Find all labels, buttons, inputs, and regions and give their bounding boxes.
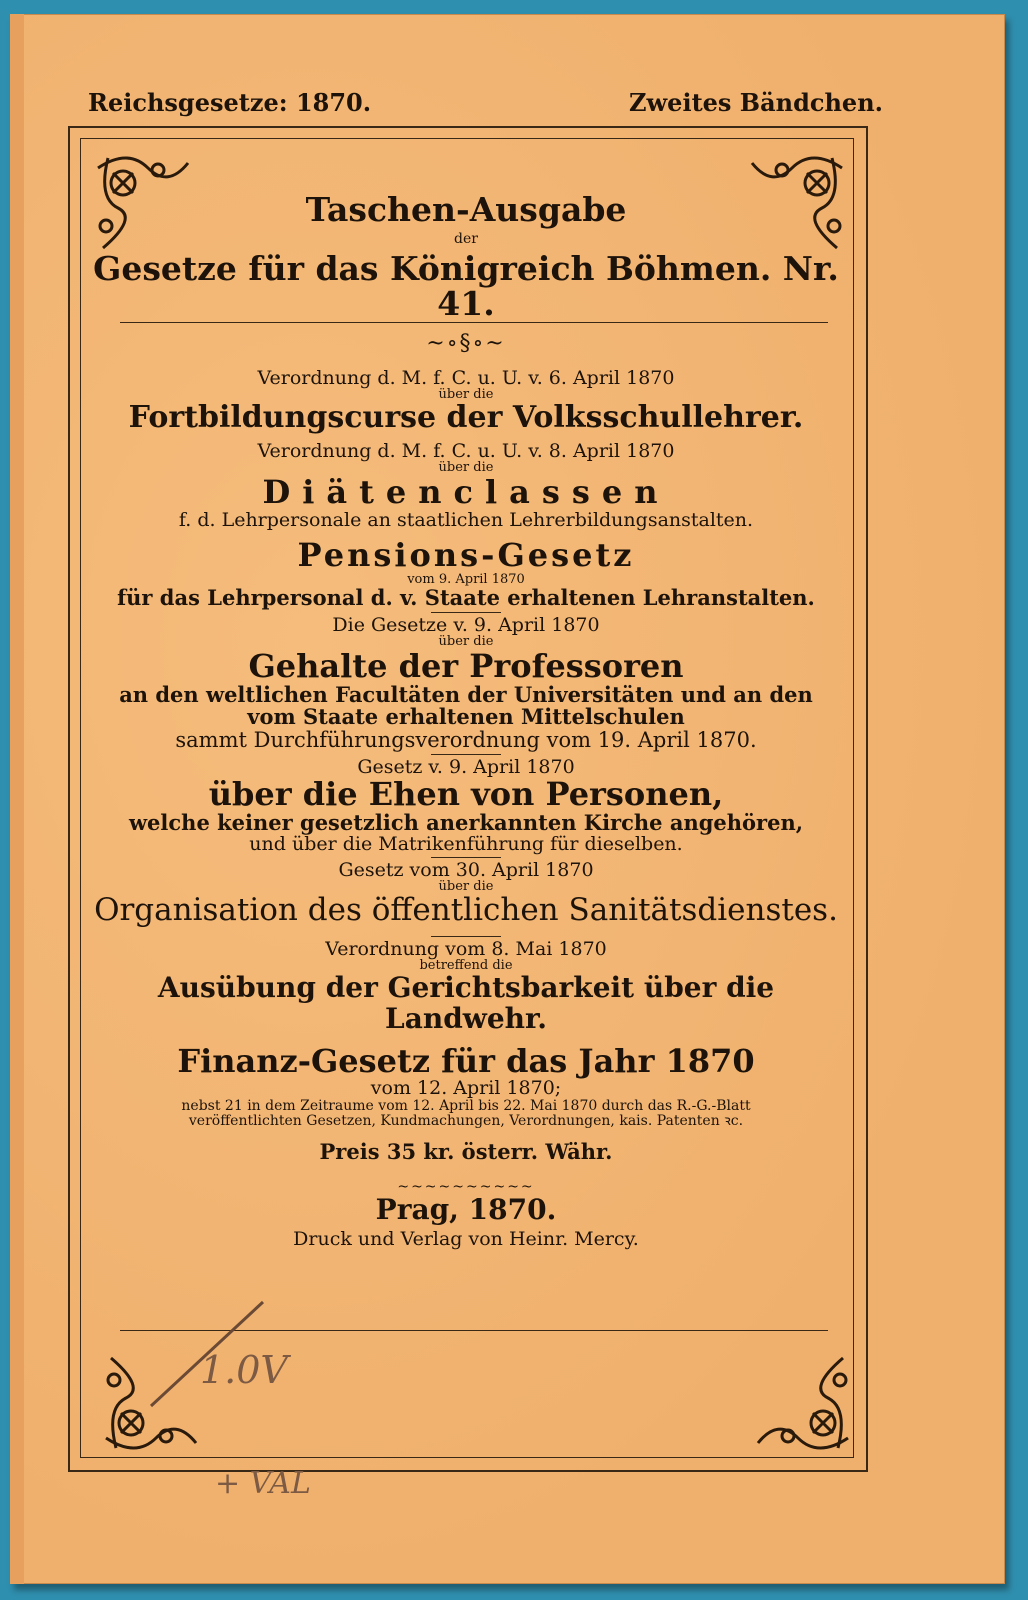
s1-small: über die xyxy=(438,387,494,403)
header-series: Reichsgesetze: 1870. xyxy=(88,88,372,117)
title-flourish: ~∘§∘~ xyxy=(426,330,506,356)
s3-heading: Pensions-Gesetz xyxy=(297,536,635,575)
s4-separator xyxy=(431,754,501,755)
title-connector: der xyxy=(454,230,478,247)
handwritten-note: + VAL xyxy=(215,1466,311,1501)
s4-sub-3: sammt Durchführungsverordnung vom 19. April 1870. xyxy=(175,727,757,752)
s5-separator xyxy=(431,857,501,858)
s5-intro: Gesetz v. 9. April 1870 xyxy=(357,755,575,778)
cover-spine-edge xyxy=(10,14,24,1584)
imprint-rule: ~~~~~~~~~~ xyxy=(397,1178,535,1195)
s4-sub-2: vom Staate erhaltenen Mittelschulen xyxy=(247,704,685,730)
s6-small: über die xyxy=(438,879,494,895)
s1-intro: Verordnung d. M. f. C. u. U. v. 6. April 1870 xyxy=(257,366,675,389)
s2-small: über die xyxy=(438,460,494,476)
title-page-content xyxy=(90,192,842,1250)
s5-heading: über die Ehen von Personen, xyxy=(208,775,724,814)
s5-sub-2: und über die Matrikenführung für dieselben. xyxy=(249,833,683,856)
s8-detail-2: veröffentlichten Gesetzen, Kundmachungen, Verordnungen, kais. Patenten ꝛc. xyxy=(188,1113,744,1130)
s8-heading: Finanz-Gesetz für das Jahr 1870 xyxy=(177,1041,755,1080)
s4-intro: Die Gesetze v. 9. April 1870 xyxy=(332,613,600,636)
s6-separator xyxy=(431,936,501,937)
s3-sub: für das Lehrpersonal d. v. Staate erhaltenen Lehranstalten. xyxy=(117,584,815,610)
s3-small: vom 9. April 1870 xyxy=(407,571,525,587)
s7-intro: Verordnung vom 8. Mai 1870 xyxy=(325,937,607,960)
s6-heading: Organisation des öffentlichen Sanitätsdienstes. xyxy=(94,892,838,929)
title-line-1: Taschen-Ausgabe xyxy=(305,190,627,229)
header-volume: Zweites Bändchen. xyxy=(629,88,883,117)
imprint-publisher: Druck und Verlag von Heinr. Mercy. xyxy=(293,1228,639,1251)
s2-intro: Verordnung d. M. f. C. u. U. v. 8. April 1870 xyxy=(257,439,675,462)
s4-sub-1: an den weltlichen Facultäten der Universitäten und an den xyxy=(119,681,813,707)
s5-sub-1: welche keiner gesetzlich anerkannten Kirche angehören, xyxy=(128,809,804,835)
s7-small: betreffend die xyxy=(419,958,513,974)
s4-heading: Gehalte der Professoren xyxy=(248,647,684,686)
price-line: Preis 35 kr. österr. Währ. xyxy=(319,1139,613,1165)
s8-sub: vom 12. April 1870; xyxy=(370,1077,562,1100)
s4-small: über die xyxy=(438,634,494,650)
s1-heading: Fortbildungscurse der Volksschullehrer. xyxy=(128,400,804,436)
handwritten-price-mark: 1.0V xyxy=(200,1348,288,1392)
title-line-2: Gesetze für das Königreich Böhmen. Nr. 41. xyxy=(93,248,839,324)
s3-separator xyxy=(431,612,501,613)
s8-detail-1: nebst 21 in dem Zeitraume vom 12. April bis 22. Mai 1870 durch das R.-G.-Blatt xyxy=(181,1097,751,1114)
corner-ornament-bottom-right xyxy=(748,1348,858,1458)
s2-heading: Diätenclassen xyxy=(262,473,670,512)
s6-intro: Gesetz vom 30. April 1870 xyxy=(338,858,594,881)
imprint-place: Prag, 1870. xyxy=(375,1192,557,1226)
s2-sub: f. d. Lehrpersonale an staatlichen Lehrerbildungsanstalten. xyxy=(178,508,754,531)
s7-heading: Ausübung der Gerichtsbarkeit über die Landwehr. xyxy=(157,971,775,1035)
